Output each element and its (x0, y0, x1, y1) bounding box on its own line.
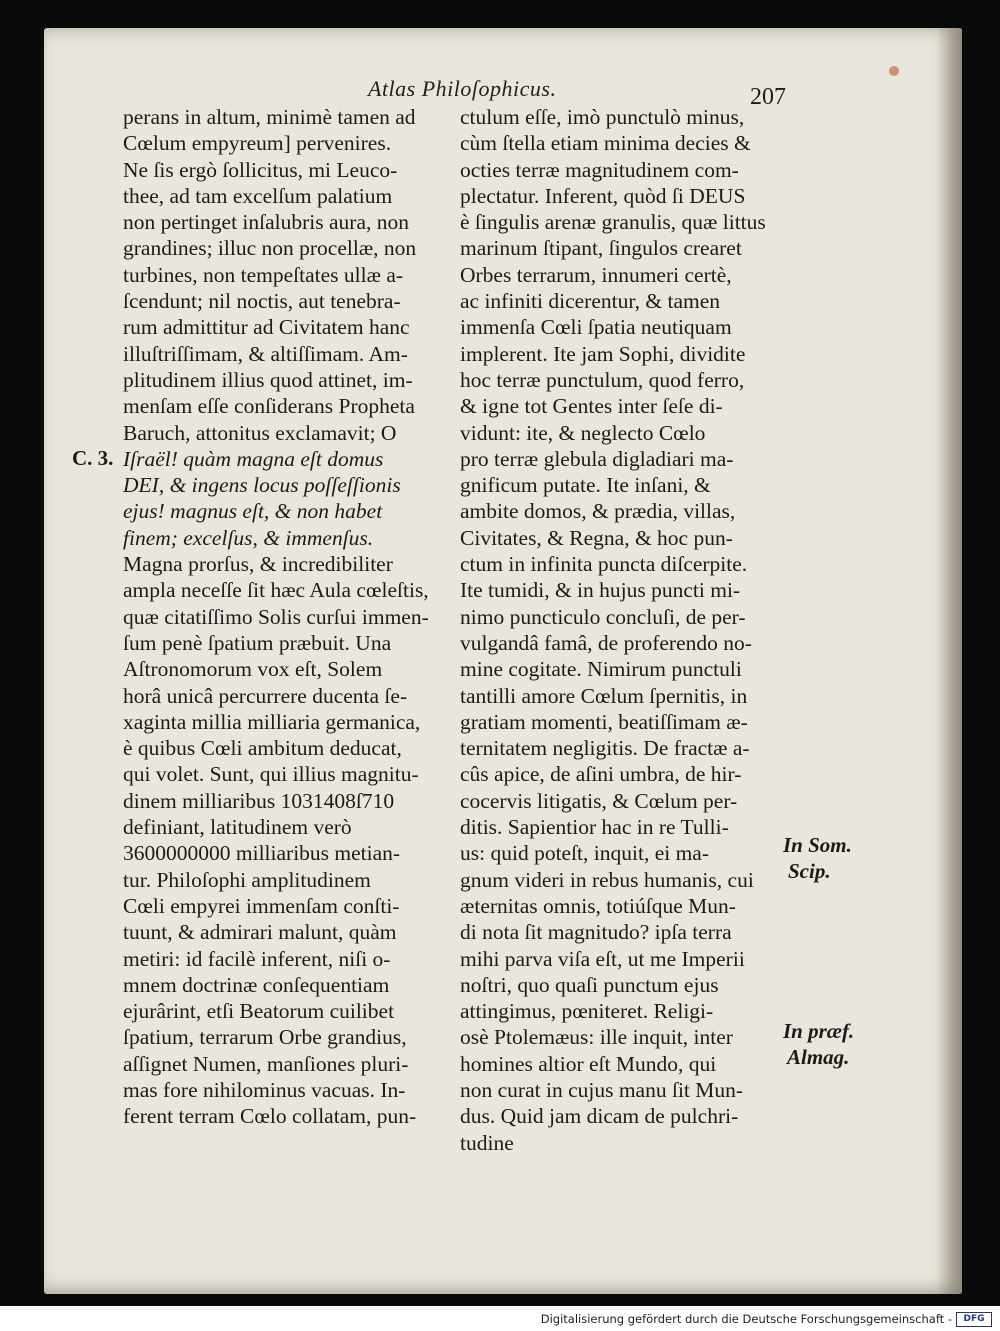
text-line: ſum penè ſpatium præbuit. Una (123, 630, 392, 655)
text-line: grandines; illuc non procellæ, non (123, 236, 417, 261)
text-line: Ne ſis ergò ſollicitus, mi Leuco- (123, 157, 398, 182)
text-line: Iſraël! quàm magna eſt domus (123, 446, 384, 471)
text-line: mihi parva viſa eſt, ut me Imperii (460, 946, 745, 971)
text-line: pro terræ glebula digladiari ma- (460, 446, 734, 471)
margin-note-in-praef: In præf. (783, 1019, 855, 1043)
text-line: definiant, latitudinem verò (123, 815, 352, 840)
text-line: cûs apice, de aſini umbra, de hir- (460, 762, 742, 787)
text-line: menſam eſſe conſiderans Propheta (123, 394, 415, 419)
text-line: nimo puncticulo concluſi, de per- (460, 604, 746, 629)
text-line: DEI, & ingens locus poſſeſſionis (123, 473, 401, 498)
text-line: dinem milliaribus 1031408ſ710 (123, 788, 395, 813)
text-line: illuſtriſſimam, & altiſſimam. Am- (123, 341, 408, 366)
text-line: æternitas omnis, totiúſque Mun- (460, 893, 736, 918)
page-number: 207 (750, 84, 786, 110)
text-line: ampla neceſſe ſit hæc Aula cœleſtis, (123, 578, 429, 603)
text-line: vulgandâ famâ, de proferendo no- (460, 630, 752, 655)
text-line: dus. Quid jam dicam de pulchri- (460, 1104, 739, 1129)
text-line: horâ unicâ percurrere ducenta ſe- (123, 683, 408, 708)
text-line: octies terræ magnitudinem com- (460, 157, 739, 182)
text-line: gnificum putate. Ite inſani, & (460, 473, 711, 498)
text-line: perans in altum, minimè tamen ad (123, 105, 416, 129)
text-line: ferent terram Cœlo collatam, pun- (123, 1104, 417, 1129)
text-line: non pertinget inſalubris aura, non (123, 210, 409, 235)
text-line: quæ citatiſſimo Solis curſui immen- (123, 604, 429, 629)
text-line: & igne tot Gentes inter ſeſe di- (460, 394, 723, 419)
text-line: Orbes terrarum, innumeri certè, (460, 262, 732, 287)
ink-stain (889, 66, 899, 76)
text-line: gratiam momenti, beatiſſimam æ- (460, 709, 748, 734)
text-line: us: quid poteſt, inquit, ei ma- (460, 841, 710, 866)
text-line: xaginta millia milliaria germanica, (123, 709, 421, 734)
text-line: ac infiniti dicerentur, & tamen (460, 289, 721, 314)
text-line: turbines, non tempeſtates ullæ a- (123, 262, 404, 287)
text-line: ejurârint, etſi Beatorum cuilibet (123, 999, 395, 1024)
text-line: cocervis litigatis, & Cœlum per- (460, 788, 738, 813)
text-line: Cœli empyrei immenſam conſti- (123, 893, 400, 918)
text-line: osè Ptolemæus: ille inquit, inter (460, 1025, 733, 1050)
text-line: tuunt, & admirari malunt, quàm (123, 920, 397, 945)
text-line: tur. Philoſophi amplitudinem (123, 867, 371, 892)
text-line: è quibus Cœli ambitum deducat, (123, 736, 402, 761)
text-line: ternitatem negligitis. De fractæ a- (460, 736, 750, 761)
text-line: vidunt: ite, & neglecto Cœlo (460, 420, 706, 445)
margin-note-scip: Scip. (788, 859, 831, 883)
running-title: Atlas Philoſophicus. (368, 76, 557, 101)
text-line: hoc terræ punctulum, quod ferro, (460, 367, 745, 392)
text-line: implerent. Ite jam Sophi, dividite (460, 341, 746, 366)
text-line: Cœlum empyreum] pervenires. (123, 131, 392, 156)
text-line: marinum ſtipant, ſingulos crearet (460, 236, 742, 261)
text-line: tantilli amore Cœlum ſpernitis, in (460, 683, 748, 708)
text-line: mas fore nihilominus vacuas. In- (123, 1077, 406, 1102)
margin-note-almag: Almag. (787, 1045, 850, 1069)
text-line: plitudinem illius quod attinet, im- (123, 367, 413, 392)
text-line: non curat in cujus manu ſit Mun- (460, 1077, 744, 1102)
right-text-column (460, 104, 785, 1156)
text-line: noſtri, quo quaſi punctum ejus (460, 972, 719, 997)
text-line: di nota ſit magnitudo? ipſa terra (460, 920, 732, 945)
text-line: 3600000000 milliaribus metian- (123, 841, 401, 866)
text-line: cùm ſtella etiam minima decies & (460, 131, 751, 156)
margin-note-in-som: In Som. (783, 833, 852, 857)
text-line: Aſtronomorum vox eſt, Solem (123, 657, 383, 682)
text-line: gnum videri in rebus humanis, cui (460, 867, 754, 892)
text-line: ſcendunt; nil noctis, aut tenebra- (123, 289, 401, 314)
text-line: è ſingulis arenæ granulis, quæ littus (460, 210, 766, 235)
margin-note-c3: C. 3. (72, 446, 114, 470)
text-line: homines altior eſt Mundo, qui (460, 1051, 717, 1076)
text-line: Magna prorſus, & incredibiliter (123, 552, 393, 577)
page-edge-shadow (936, 28, 962, 1294)
text-line: ambite domos, & prædia, villas, (460, 499, 736, 524)
text-line: tudine (460, 1130, 514, 1155)
text-line: ditis. Sapientior hac in re Tulli- (460, 815, 729, 840)
text-line: ejus! magnus eſt, & non habet (123, 499, 383, 524)
text-line: rum admittitur ad Civitatem hanc (123, 315, 410, 340)
footer-bar (0, 1306, 1000, 1331)
text-line: finem; excelſus, & immenſus. (123, 525, 374, 550)
text-line: immenſa Cœli ſpatia neutiquam (460, 315, 732, 340)
text-line: aſſignet Numen, manſiones pluri- (123, 1051, 409, 1076)
text-line: thee, ad tam excelſum palatium (123, 183, 393, 208)
text-line: attingimus, pœniteret. Religi- (460, 999, 714, 1024)
text-line: Civitates, & Regna, & hoc pun- (460, 525, 733, 550)
text-line: mine cogitate. Nimirum punctuli (460, 657, 742, 682)
text-line: qui volet. Sunt, qui illius magnitu- (123, 762, 419, 787)
footer-credit: Digitalisierung gefördert durch die Deutsche Forschungsgemeinschaft - (540, 1312, 952, 1326)
text-line: plectatur. Inferent, quòd ſi DEUS (460, 183, 746, 208)
dfg-logo[interactable]: DFG (956, 1312, 992, 1327)
text-line: ſpatium, terrarum Orbe grandius, (123, 1025, 407, 1050)
text-line: Baruch, attonitus exclamavit; O (123, 420, 397, 445)
text-line: Ite tumidi, & in hujus puncti mi- (460, 578, 741, 603)
left-text-column (123, 104, 445, 1130)
text-line: mnem doctrinæ conſequentiam (123, 972, 390, 997)
text-line: ctum in infinita puncta diſcerpite. (460, 552, 748, 577)
text-line: ctulum eſſe, imò punctulò minus, (460, 105, 745, 129)
text-line: metiri: id facilè inferent, niſi o- (123, 946, 391, 971)
